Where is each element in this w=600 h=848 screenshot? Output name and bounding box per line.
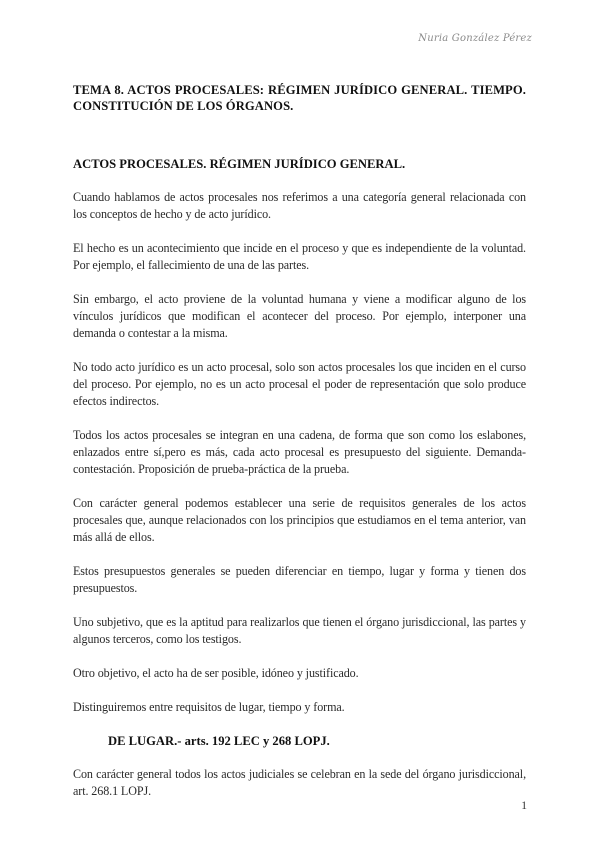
paragraph-8: Uno subjetivo, que es la aptitud para realizarlos que tienen el órgano jurisdiccional, las partes y algunos terceros, como los testigos. bbox=[73, 615, 526, 646]
paragraph-2: El hecho es un acontecimiento que incide en el proceso y que es independiente de la voluntad. Por ejemplo, el fallecimiento de una de las partes. bbox=[73, 241, 526, 272]
section-heading: ACTOS PROCESALES. RÉGIMEN JURÍDICO GENERAL. bbox=[73, 157, 406, 171]
paragraph-6: Con carácter general podemos establecer una serie de requisitos generales de los actos procesales que, aunque relacionados con los principios que estudiamos en el tema anterior, van más allá de ellos. bbox=[73, 496, 526, 544]
paragraph-1: Cuando hablamos de actos procesales nos referimos a una categoría general relacionada con los conceptos de hecho y de acto jurídico. bbox=[73, 190, 526, 221]
author-name: Nuria González Pérez bbox=[418, 33, 532, 44]
paragraph-7: Estos presupuestos generales se pueden diferenciar en tiempo, lugar y forma y tienen dos presupuestos. bbox=[73, 564, 526, 595]
paragraph-4: No todo acto jurídico es un acto procesal, solo son actos procesales los que inciden en el curso del proceso. Por ejemplo, no es un acto procesal el poder de representación que solo produce efectos indirectos. bbox=[73, 360, 526, 408]
page-number: 1 bbox=[521, 800, 527, 812]
paragraph-9: Otro objetivo, el acto ha de ser posible, idóneo y justificado. bbox=[73, 666, 359, 680]
document-title: TEMA 8. ACTOS PROCESALES: RÉGIMEN JURÍDICO GENERAL. TIEMPO. CONSTITUCIÓN DE LOS ÓRGANOS. bbox=[73, 83, 526, 113]
subheading-de-lugar: DE LUGAR.- arts. 192 LEC y 268 LOPJ. bbox=[108, 734, 330, 748]
paragraph-10: Distinguiremos entre requisitos de lugar, tiempo y forma. bbox=[73, 700, 345, 714]
paragraph-3: Sin embargo, el acto proviene de la voluntad humana y viene a modificar alguno de los vínculos jurídicos que modifican el acontecer del proceso. Por ejemplo, interponer una demanda o contestar a la misma. bbox=[73, 292, 526, 340]
paragraph-5: Todos los actos procesales se integran en una cadena, de forma que son como los eslabones, enlazados entre sí,pero es más, cada acto procesal es presupuesto del siguiente. Demanda-contestación. Proposición de prueba-práctica de la prueba. bbox=[73, 428, 526, 476]
document-body bbox=[73, 82, 526, 800]
paragraph-final: Con carácter general todos los actos judiciales se celebran en la sede del órgano jurisdiccional, art. 268.1 LOPJ. bbox=[73, 767, 526, 798]
